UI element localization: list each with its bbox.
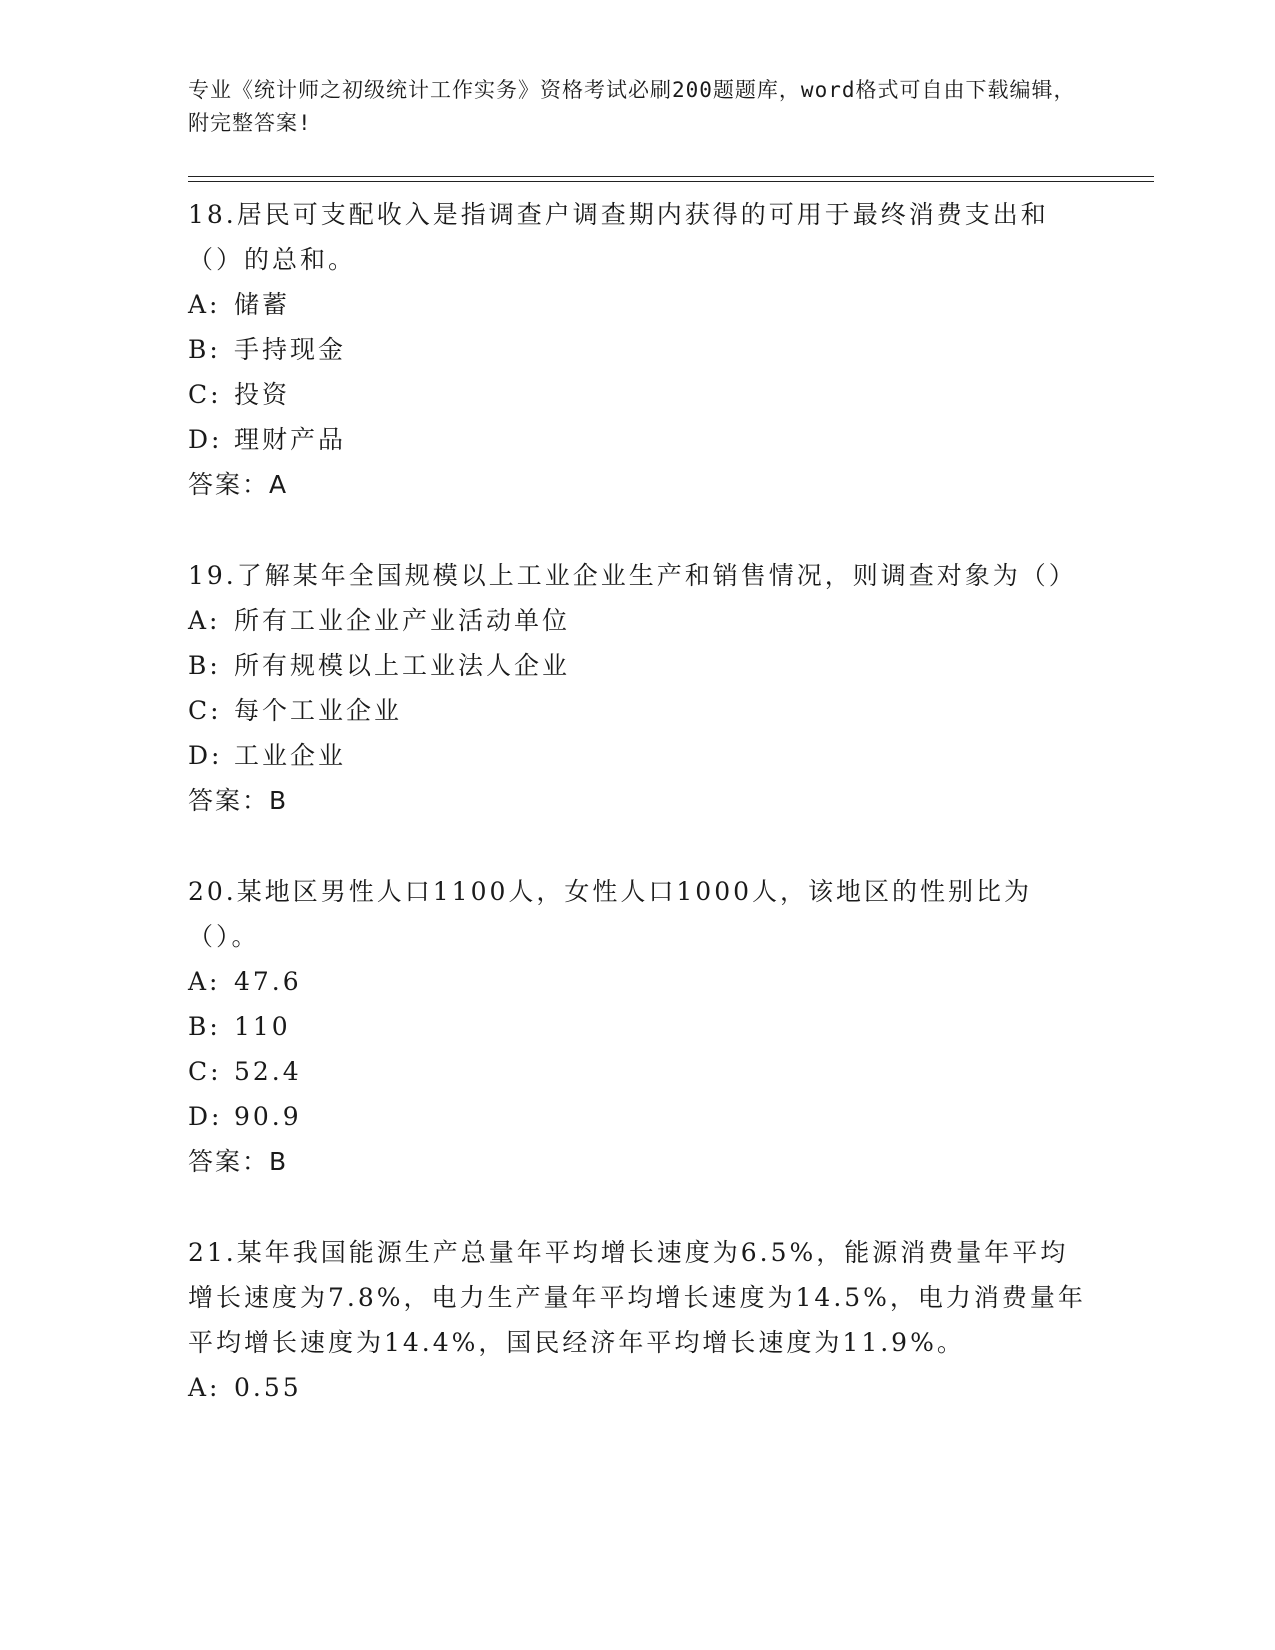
option-a <box>188 959 1088 1004</box>
option-text: 手持现金 <box>234 335 347 364</box>
option-a <box>188 282 1088 327</box>
option-d <box>188 417 1088 462</box>
option-text: 每个工业企业 <box>234 696 403 725</box>
option-letter: B: <box>188 335 221 364</box>
question-item <box>188 192 1088 507</box>
option-text: 110 <box>234 1012 291 1041</box>
answer-line: 答案：A <box>188 470 289 499</box>
option-c <box>188 372 1088 417</box>
option-a <box>188 598 1088 643</box>
option-text: 投资 <box>234 380 291 409</box>
header-intro-text: 专业《统计师之初级统计工作实务》资格考试必刷200题题库，word格式可自由下载编辑，附完整答案! <box>188 78 1076 135</box>
option-text: 所有工业企业产业活动单位 <box>234 606 571 635</box>
option-text: 储蓄 <box>234 290 291 319</box>
option-b <box>188 1004 1088 1049</box>
header-divider-top <box>188 176 1154 177</box>
option-d <box>188 1094 1088 1139</box>
option-text: 理财产品 <box>234 425 347 454</box>
question-item <box>188 553 1088 823</box>
option-letter: C: <box>188 1057 222 1086</box>
option-letter: D: <box>188 1102 223 1131</box>
option-text: 90.9 <box>234 1102 302 1131</box>
option-d <box>188 733 1088 778</box>
option-letter: A: <box>188 967 221 996</box>
option-letter: A: <box>188 290 221 319</box>
question-text: 18.居民可支配收入是指调查户调查期内获得的可用于最终消费支出和（）的总和。 <box>188 200 1049 274</box>
header-divider-bottom <box>188 181 1154 182</box>
question-list <box>188 192 1088 1456</box>
answer-line: 答案：B <box>188 1147 289 1176</box>
question-item <box>188 869 1088 1184</box>
option-text: 工业企业 <box>234 741 347 770</box>
option-letter: B: <box>188 1012 221 1041</box>
option-letter: A: <box>188 1373 221 1402</box>
option-c <box>188 688 1088 733</box>
question-text: 21.某年我国能源生产总量年平均增长速度为6.5%，能源消费量年平均增长速度为7.8%，电力生产量年平均增长速度为14.5%，电力消费量年平均增长速度为14.4%，国民经济年平均增长速度为11.9%。 <box>188 1238 1086 1357</box>
option-a <box>188 1365 1088 1410</box>
option-letter: D: <box>188 425 223 454</box>
option-c <box>188 1049 1088 1094</box>
document-header <box>188 74 1088 140</box>
option-letter: B: <box>188 651 221 680</box>
question-item <box>188 1230 1088 1410</box>
question-text: 19.了解某年全国规模以上工业企业生产和销售情况，则调查对象为（） <box>188 561 1077 590</box>
option-letter: C: <box>188 696 222 725</box>
option-text: 0.55 <box>234 1373 302 1402</box>
option-b <box>188 643 1088 688</box>
option-letter: A: <box>188 606 221 635</box>
answer-line: 答案：B <box>188 786 289 815</box>
option-text: 所有规模以上工业法人企业 <box>234 651 571 680</box>
question-text: 20.某地区男性人口1100人，女性人口1000人，该地区的性别比为（）。 <box>188 877 1033 951</box>
option-text: 47.6 <box>234 967 302 996</box>
option-text: 52.4 <box>234 1057 302 1086</box>
option-letter: D: <box>188 741 223 770</box>
option-letter: C: <box>188 380 222 409</box>
option-b <box>188 327 1088 372</box>
